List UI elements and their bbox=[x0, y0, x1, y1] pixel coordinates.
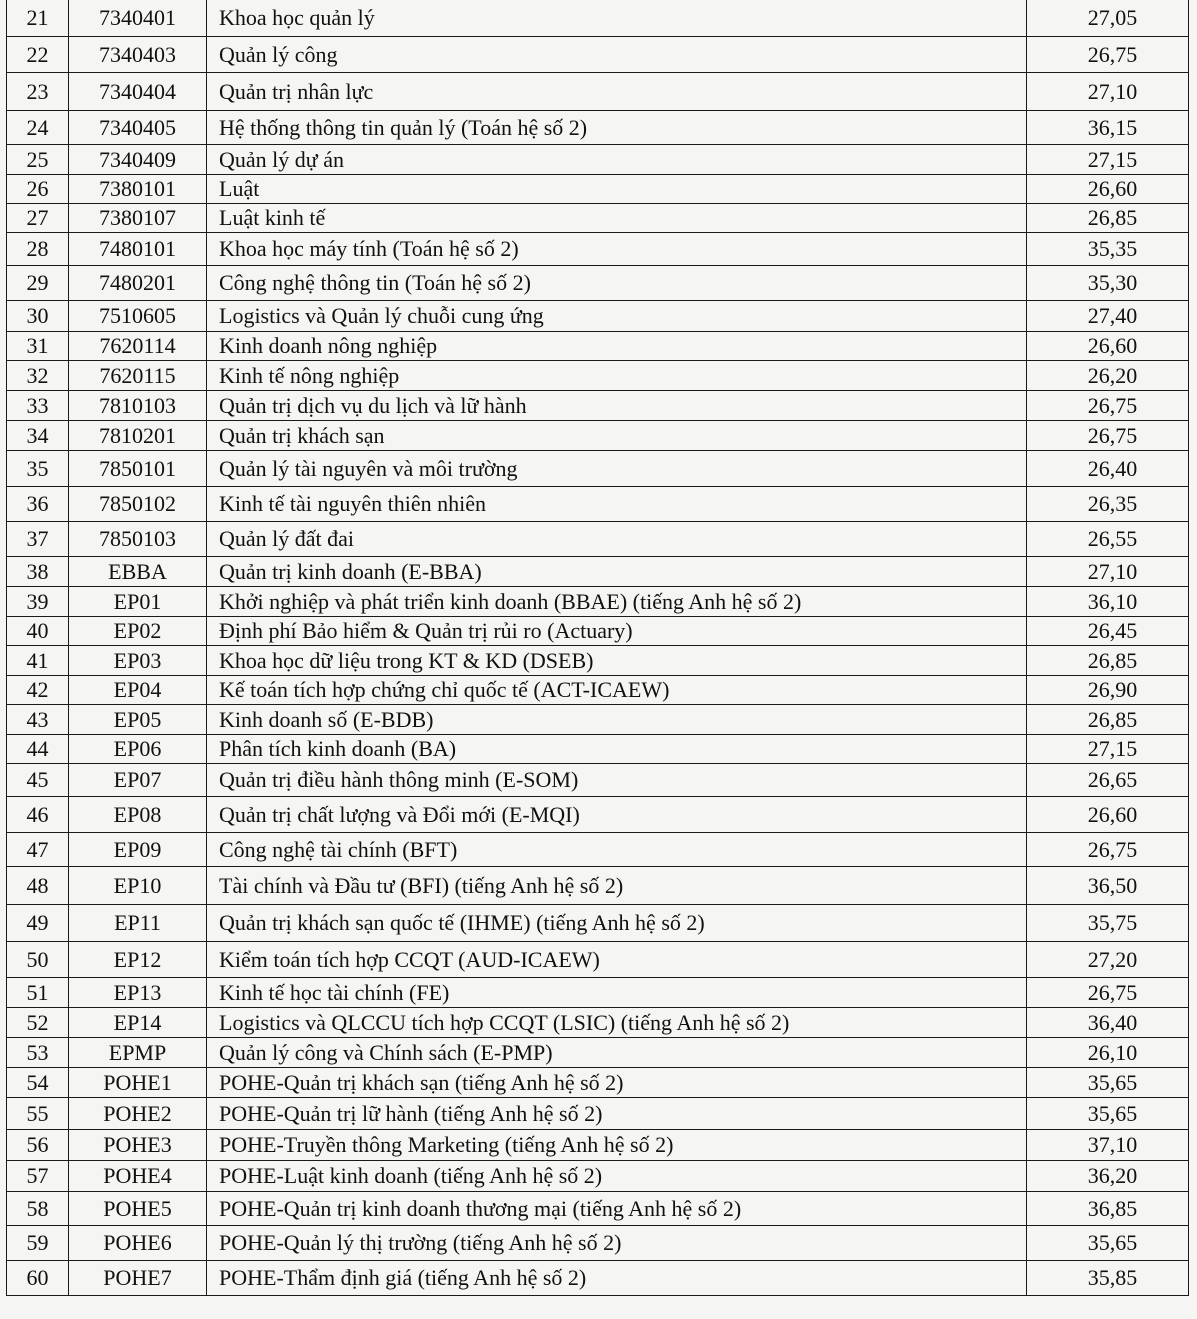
score-cell: 36,20 bbox=[1027, 1161, 1189, 1192]
table-row bbox=[7, 391, 1189, 421]
score-cell: 27,05 bbox=[1027, 0, 1189, 37]
major-code-cell: 7850101 bbox=[69, 451, 207, 487]
table-row bbox=[7, 111, 1189, 145]
row-number-cell: 48 bbox=[7, 867, 69, 905]
major-name-cell: Quản trị dịch vụ du lịch và lữ hành bbox=[207, 391, 1027, 421]
score-cell: 27,20 bbox=[1027, 942, 1189, 978]
table-row bbox=[7, 1130, 1189, 1161]
table-row bbox=[7, 73, 1189, 111]
major-name-cell: Quản lý đất đai bbox=[207, 522, 1027, 557]
table-row bbox=[7, 1098, 1189, 1130]
score-cell: 26,90 bbox=[1027, 676, 1189, 705]
row-number-cell: 22 bbox=[7, 37, 69, 73]
major-code-cell: EP14 bbox=[69, 1008, 207, 1038]
major-name-cell: POHE-Quản trị lữ hành (tiếng Anh hệ số 2) bbox=[207, 1098, 1027, 1130]
score-cell: 26,55 bbox=[1027, 522, 1189, 557]
row-number-cell: 32 bbox=[7, 361, 69, 391]
major-code-cell: 7340403 bbox=[69, 37, 207, 73]
row-number-cell: 29 bbox=[7, 266, 69, 301]
row-number-cell: 58 bbox=[7, 1192, 69, 1226]
table-row bbox=[7, 942, 1189, 978]
row-number-cell: 50 bbox=[7, 942, 69, 978]
major-name-cell: Quản trị nhân lực bbox=[207, 73, 1027, 111]
major-code-cell: 7850103 bbox=[69, 522, 207, 557]
table-row bbox=[7, 617, 1189, 646]
major-name-cell: Luật bbox=[207, 175, 1027, 204]
score-cell: 27,40 bbox=[1027, 301, 1189, 332]
table-row bbox=[7, 1161, 1189, 1192]
major-code-cell: EPMP bbox=[69, 1038, 207, 1068]
score-cell: 36,15 bbox=[1027, 111, 1189, 145]
major-code-cell: EP12 bbox=[69, 942, 207, 978]
score-cell: 35,35 bbox=[1027, 233, 1189, 266]
row-number-cell: 21 bbox=[7, 0, 69, 37]
major-code-cell: EP06 bbox=[69, 735, 207, 764]
table-row bbox=[7, 0, 1189, 37]
table-row bbox=[7, 735, 1189, 764]
major-code-cell: EP11 bbox=[69, 905, 207, 942]
score-cell: 35,65 bbox=[1027, 1098, 1189, 1130]
score-cell: 26,75 bbox=[1027, 833, 1189, 867]
table-row bbox=[7, 676, 1189, 705]
row-number-cell: 25 bbox=[7, 145, 69, 175]
row-number-cell: 38 bbox=[7, 557, 69, 587]
score-cell: 37,10 bbox=[1027, 1130, 1189, 1161]
major-name-cell: POHE-Luật kinh doanh (tiếng Anh hệ số 2) bbox=[207, 1161, 1027, 1192]
row-number-cell: 51 bbox=[7, 978, 69, 1008]
major-name-cell: Quản trị khách sạn quốc tế (IHME) (tiếng Anh hệ số 2) bbox=[207, 905, 1027, 942]
table-row bbox=[7, 451, 1189, 487]
major-name-cell: Kinh tế tài nguyên thiên nhiên bbox=[207, 487, 1027, 522]
major-code-cell: EBBA bbox=[69, 557, 207, 587]
row-number-cell: 45 bbox=[7, 764, 69, 797]
major-code-cell: 7620115 bbox=[69, 361, 207, 391]
table-row bbox=[7, 557, 1189, 587]
score-cell: 26,45 bbox=[1027, 617, 1189, 646]
major-name-cell: Khởi nghiệp và phát triển kinh doanh (BBAE) (tiếng Anh hệ số 2) bbox=[207, 587, 1027, 617]
table-row bbox=[7, 37, 1189, 73]
table-row bbox=[7, 266, 1189, 301]
row-number-cell: 41 bbox=[7, 646, 69, 676]
table-row bbox=[7, 1192, 1189, 1226]
table-row bbox=[7, 1008, 1189, 1038]
score-cell: 26,75 bbox=[1027, 978, 1189, 1008]
table-row bbox=[7, 204, 1189, 233]
row-number-cell: 56 bbox=[7, 1130, 69, 1161]
major-code-cell: POHE3 bbox=[69, 1130, 207, 1161]
table-row bbox=[7, 233, 1189, 266]
major-name-cell: Hệ thống thông tin quản lý (Toán hệ số 2) bbox=[207, 111, 1027, 145]
major-code-cell: 7380101 bbox=[69, 175, 207, 204]
row-number-cell: 35 bbox=[7, 451, 69, 487]
row-number-cell: 23 bbox=[7, 73, 69, 111]
score-cell: 36,85 bbox=[1027, 1192, 1189, 1226]
table-row bbox=[7, 145, 1189, 175]
row-number-cell: 28 bbox=[7, 233, 69, 266]
table-row bbox=[7, 522, 1189, 557]
row-number-cell: 24 bbox=[7, 111, 69, 145]
score-cell: 26,85 bbox=[1027, 646, 1189, 676]
major-code-cell: EP02 bbox=[69, 617, 207, 646]
admission-score-table bbox=[6, 0, 1189, 1296]
major-code-cell: 7810201 bbox=[69, 421, 207, 451]
major-code-cell: EP03 bbox=[69, 646, 207, 676]
major-code-cell: EP13 bbox=[69, 978, 207, 1008]
major-code-cell: 7480101 bbox=[69, 233, 207, 266]
major-code-cell: POHE6 bbox=[69, 1226, 207, 1261]
major-code-cell: EP10 bbox=[69, 867, 207, 905]
score-cell: 26,85 bbox=[1027, 204, 1189, 233]
major-name-cell: Quản lý công và Chính sách (E-PMP) bbox=[207, 1038, 1027, 1068]
major-name-cell: Định phí Bảo hiểm & Quản trị rủi ro (Actuary) bbox=[207, 617, 1027, 646]
major-name-cell: Khoa học quản lý bbox=[207, 0, 1027, 37]
major-code-cell: POHE1 bbox=[69, 1068, 207, 1098]
table-row bbox=[7, 646, 1189, 676]
score-cell: 35,85 bbox=[1027, 1261, 1189, 1296]
major-code-cell: 7810103 bbox=[69, 391, 207, 421]
table-row bbox=[7, 833, 1189, 867]
row-number-cell: 55 bbox=[7, 1098, 69, 1130]
table-row bbox=[7, 301, 1189, 332]
major-name-cell: Công nghệ tài chính (BFT) bbox=[207, 833, 1027, 867]
row-number-cell: 26 bbox=[7, 175, 69, 204]
row-number-cell: 47 bbox=[7, 833, 69, 867]
major-name-cell: POHE-Thẩm định giá (tiếng Anh hệ số 2) bbox=[207, 1261, 1027, 1296]
major-code-cell: POHE4 bbox=[69, 1161, 207, 1192]
row-number-cell: 36 bbox=[7, 487, 69, 522]
major-name-cell: Quản lý dự án bbox=[207, 145, 1027, 175]
score-cell: 26,35 bbox=[1027, 487, 1189, 522]
row-number-cell: 42 bbox=[7, 676, 69, 705]
major-code-cell: 7340409 bbox=[69, 145, 207, 175]
major-code-cell: 7480201 bbox=[69, 266, 207, 301]
major-name-cell: Kinh doanh nông nghiệp bbox=[207, 332, 1027, 361]
major-name-cell: Kinh tế học tài chính (FE) bbox=[207, 978, 1027, 1008]
major-code-cell: 7340405 bbox=[69, 111, 207, 145]
row-number-cell: 57 bbox=[7, 1161, 69, 1192]
major-code-cell: 7380107 bbox=[69, 204, 207, 233]
table-row bbox=[7, 1038, 1189, 1068]
score-cell: 26,60 bbox=[1027, 332, 1189, 361]
major-name-cell: Quản trị khách sạn bbox=[207, 421, 1027, 451]
major-name-cell: Khoa học dữ liệu trong KT & KD (DSEB) bbox=[207, 646, 1027, 676]
major-name-cell: Kiểm toán tích hợp CCQT (AUD-ICAEW) bbox=[207, 942, 1027, 978]
row-number-cell: 34 bbox=[7, 421, 69, 451]
table-row bbox=[7, 905, 1189, 942]
major-code-cell: EP09 bbox=[69, 833, 207, 867]
row-number-cell: 59 bbox=[7, 1226, 69, 1261]
score-cell: 26,85 bbox=[1027, 705, 1189, 735]
major-code-cell: 7340404 bbox=[69, 73, 207, 111]
row-number-cell: 37 bbox=[7, 522, 69, 557]
score-cell: 26,40 bbox=[1027, 451, 1189, 487]
score-cell: 35,65 bbox=[1027, 1068, 1189, 1098]
row-number-cell: 53 bbox=[7, 1038, 69, 1068]
major-name-cell: Logistics và Quản lý chuỗi cung ứng bbox=[207, 301, 1027, 332]
table-row bbox=[7, 1261, 1189, 1296]
row-number-cell: 39 bbox=[7, 587, 69, 617]
major-name-cell: Tài chính và Đầu tư (BFI) (tiếng Anh hệ số 2) bbox=[207, 867, 1027, 905]
major-name-cell: Kinh tế nông nghiệp bbox=[207, 361, 1027, 391]
table-row bbox=[7, 587, 1189, 617]
row-number-cell: 40 bbox=[7, 617, 69, 646]
major-name-cell: POHE-Quản trị khách sạn (tiếng Anh hệ số 2) bbox=[207, 1068, 1027, 1098]
table-row bbox=[7, 1068, 1189, 1098]
major-name-cell: POHE-Quản trị kinh doanh thương mại (tiếng Anh hệ số 2) bbox=[207, 1192, 1027, 1226]
score-cell: 26,60 bbox=[1027, 175, 1189, 204]
score-cell: 35,30 bbox=[1027, 266, 1189, 301]
major-code-cell: POHE7 bbox=[69, 1261, 207, 1296]
major-name-cell: Luật kinh tế bbox=[207, 204, 1027, 233]
row-number-cell: 44 bbox=[7, 735, 69, 764]
major-name-cell: POHE-Truyền thông Marketing (tiếng Anh hệ số 2) bbox=[207, 1130, 1027, 1161]
major-name-cell: Quản lý công bbox=[207, 37, 1027, 73]
major-name-cell: Khoa học máy tính (Toán hệ số 2) bbox=[207, 233, 1027, 266]
major-code-cell: POHE5 bbox=[69, 1192, 207, 1226]
major-name-cell: Quản trị chất lượng và Đổi mới (E-MQI) bbox=[207, 797, 1027, 833]
score-cell: 27,15 bbox=[1027, 145, 1189, 175]
score-cell: 36,40 bbox=[1027, 1008, 1189, 1038]
score-cell: 26,75 bbox=[1027, 37, 1189, 73]
row-number-cell: 33 bbox=[7, 391, 69, 421]
score-cell: 26,75 bbox=[1027, 391, 1189, 421]
score-cell: 26,10 bbox=[1027, 1038, 1189, 1068]
major-code-cell: EP07 bbox=[69, 764, 207, 797]
score-cell: 27,10 bbox=[1027, 73, 1189, 111]
row-number-cell: 52 bbox=[7, 1008, 69, 1038]
table-row bbox=[7, 764, 1189, 797]
major-name-cell: Logistics và QLCCU tích hợp CCQT (LSIC) (tiếng Anh hệ số 2) bbox=[207, 1008, 1027, 1038]
major-name-cell: POHE-Quản lý thị trường (tiếng Anh hệ số 2) bbox=[207, 1226, 1027, 1261]
row-number-cell: 49 bbox=[7, 905, 69, 942]
score-cell: 26,60 bbox=[1027, 797, 1189, 833]
major-name-cell: Quản trị điều hành thông minh (E-SOM) bbox=[207, 764, 1027, 797]
major-name-cell: Quản lý tài nguyên và môi trường bbox=[207, 451, 1027, 487]
table-row bbox=[7, 797, 1189, 833]
score-cell: 35,65 bbox=[1027, 1226, 1189, 1261]
major-code-cell: 7510605 bbox=[69, 301, 207, 332]
table-row bbox=[7, 705, 1189, 735]
major-name-cell: Kinh doanh số (E-BDB) bbox=[207, 705, 1027, 735]
table-row bbox=[7, 978, 1189, 1008]
table-row bbox=[7, 487, 1189, 522]
table-body bbox=[7, 0, 1189, 1296]
major-code-cell: 7340401 bbox=[69, 0, 207, 37]
table-row bbox=[7, 332, 1189, 361]
major-name-cell: Quản trị kinh doanh (E-BBA) bbox=[207, 557, 1027, 587]
row-number-cell: 30 bbox=[7, 301, 69, 332]
major-code-cell: EP08 bbox=[69, 797, 207, 833]
row-number-cell: 27 bbox=[7, 204, 69, 233]
major-name-cell: Công nghệ thông tin (Toán hệ số 2) bbox=[207, 266, 1027, 301]
major-code-cell: EP04 bbox=[69, 676, 207, 705]
major-name-cell: Kế toán tích hợp chứng chỉ quốc tế (ACT-ICAEW) bbox=[207, 676, 1027, 705]
major-code-cell: 7620114 bbox=[69, 332, 207, 361]
major-code-cell: EP05 bbox=[69, 705, 207, 735]
table-row bbox=[7, 175, 1189, 204]
score-cell: 27,10 bbox=[1027, 557, 1189, 587]
table-row bbox=[7, 361, 1189, 391]
row-number-cell: 43 bbox=[7, 705, 69, 735]
score-cell: 36,10 bbox=[1027, 587, 1189, 617]
major-code-cell: POHE2 bbox=[69, 1098, 207, 1130]
score-cell: 26,75 bbox=[1027, 421, 1189, 451]
row-number-cell: 31 bbox=[7, 332, 69, 361]
score-cell: 26,65 bbox=[1027, 764, 1189, 797]
table-row bbox=[7, 1226, 1189, 1261]
table-row bbox=[7, 421, 1189, 451]
row-number-cell: 60 bbox=[7, 1261, 69, 1296]
score-cell: 35,75 bbox=[1027, 905, 1189, 942]
row-number-cell: 54 bbox=[7, 1068, 69, 1098]
major-code-cell: 7850102 bbox=[69, 487, 207, 522]
major-code-cell: EP01 bbox=[69, 587, 207, 617]
table-row bbox=[7, 867, 1189, 905]
major-name-cell: Phân tích kinh doanh (BA) bbox=[207, 735, 1027, 764]
row-number-cell: 46 bbox=[7, 797, 69, 833]
score-cell: 27,15 bbox=[1027, 735, 1189, 764]
score-cell: 36,50 bbox=[1027, 867, 1189, 905]
score-cell: 26,20 bbox=[1027, 361, 1189, 391]
